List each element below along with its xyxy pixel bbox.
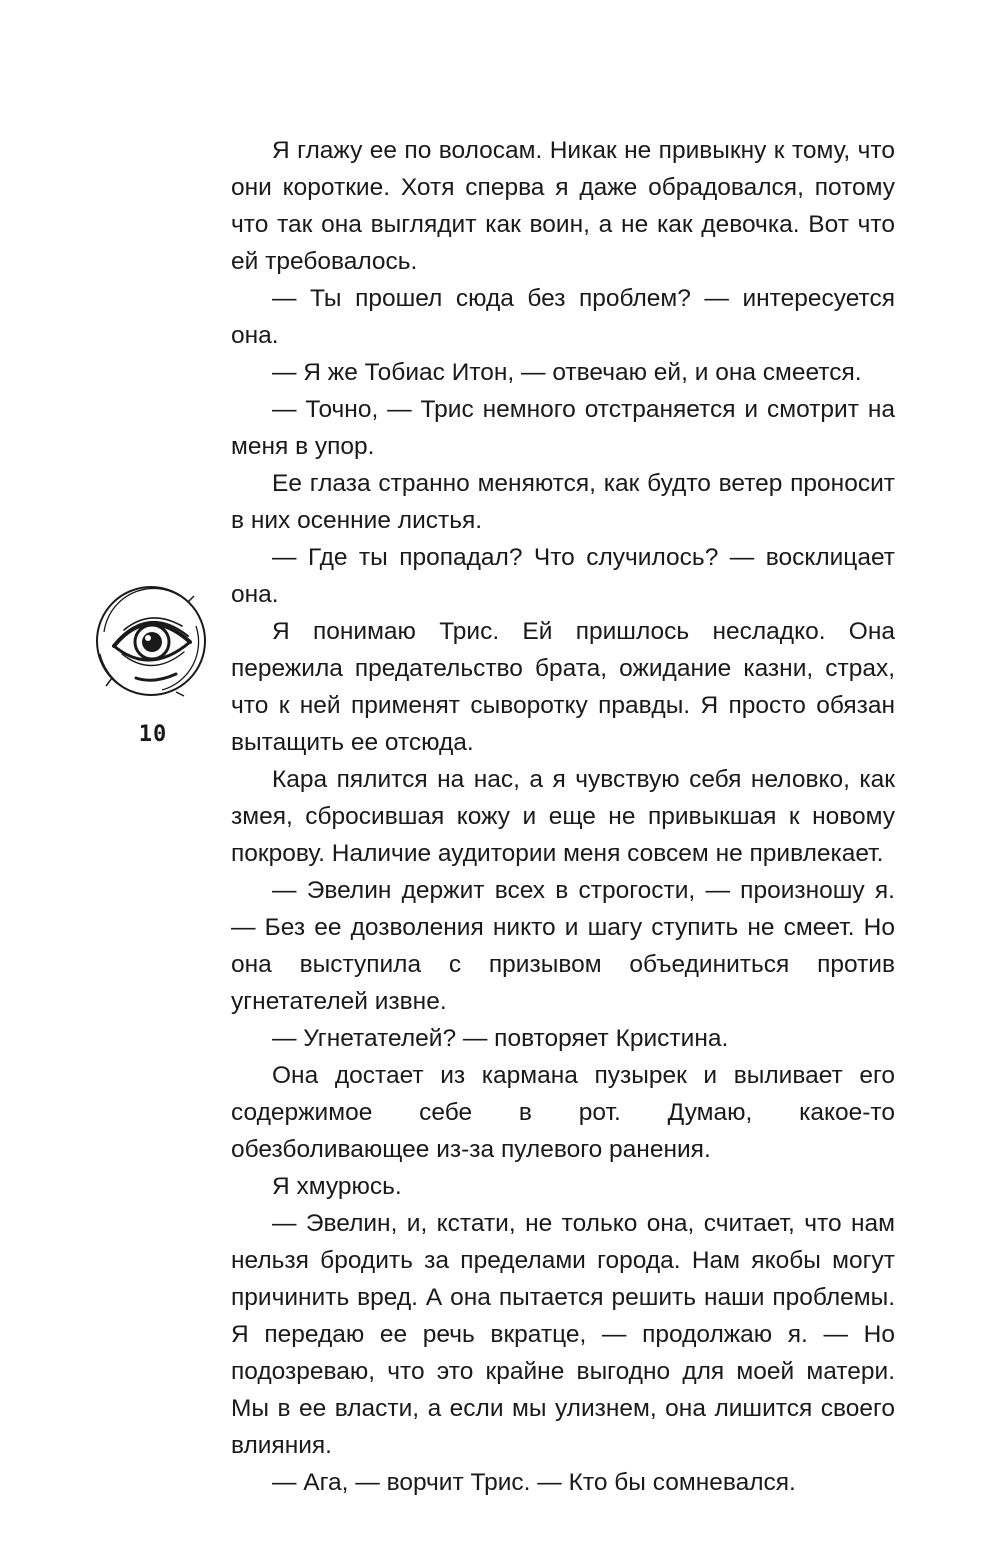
paragraph: — Эвелин, и, кстати, не только она, считает, что нам нельзя бродить за пределами города. Нам якобы могут причинить вред. А она пытается решить наши проблемы. Я передаю ее речь вкратце, — продолжаю я. — Но подозреваю, что это крайне выгодно для моей матери. Мы в ее власти, а если мы улизнем, она лишится своего влияния.	[231, 1210, 895, 1459]
paragraph: — Угнетателей? — повторяет Кристина.	[272, 1025, 729, 1052]
paragraph: — Эвелин держит всех в строгости, — произношу я. — Без ее дозволения никто и шагу ступить не смеет. Но она выступила с призывом объединиться против угнетателей извне.	[231, 877, 895, 1015]
page-number: 10	[138, 722, 168, 747]
paragraph: — Я же Тобиас Итон, — отвечаю ей, и она смеется.	[272, 359, 862, 386]
paragraph: Я глажу ее по волосам. Никак не привыкну к тому, что они короткие. Хотя сперва я даже обрадовался, потому что так она выглядит как воин, а не как девочка. Вот что ей требовалось.	[231, 137, 895, 275]
paragraph: Кара пялится на нас, а я чувствую себя неловко, как змея, сбросившая кожу и еще не привыкшая к новому покрову. Наличие аудитории меня совсем не привлекает.	[231, 766, 895, 867]
paragraph: — Где ты пропадал? Что случилось? — восклицает она.	[231, 544, 895, 608]
eye-icon	[92, 582, 210, 700]
page-body-text	[231, 132, 895, 1501]
paragraph: — Ты прошел сюда без проблем? — интересуется она.	[231, 285, 895, 349]
paragraph: — Ага, — ворчит Трис. — Кто бы сомневался.	[272, 1469, 796, 1496]
eye-emblem	[92, 582, 210, 700]
paragraph: Я хмурюсь.	[272, 1173, 402, 1200]
paragraph: — Точно, — Трис немного отстраняется и смотрит на меня в упор.	[231, 396, 895, 460]
paragraph: Я понимаю Трис. Ей пришлось несладко. Она пережила предательство брата, ожидание казни, страх, что к ней применят сыворотку правды. Я просто обязан вытащить ее отсюда.	[231, 618, 895, 756]
paragraph: Ее глаза странно меняются, как будто ветер проносит в них осенние листья.	[231, 470, 895, 534]
paragraph: Она достает из кармана пузырек и выливает его содержимое себе в рот. Думаю, какое-то обезболивающее из-за пулевого ранения.	[231, 1062, 895, 1163]
